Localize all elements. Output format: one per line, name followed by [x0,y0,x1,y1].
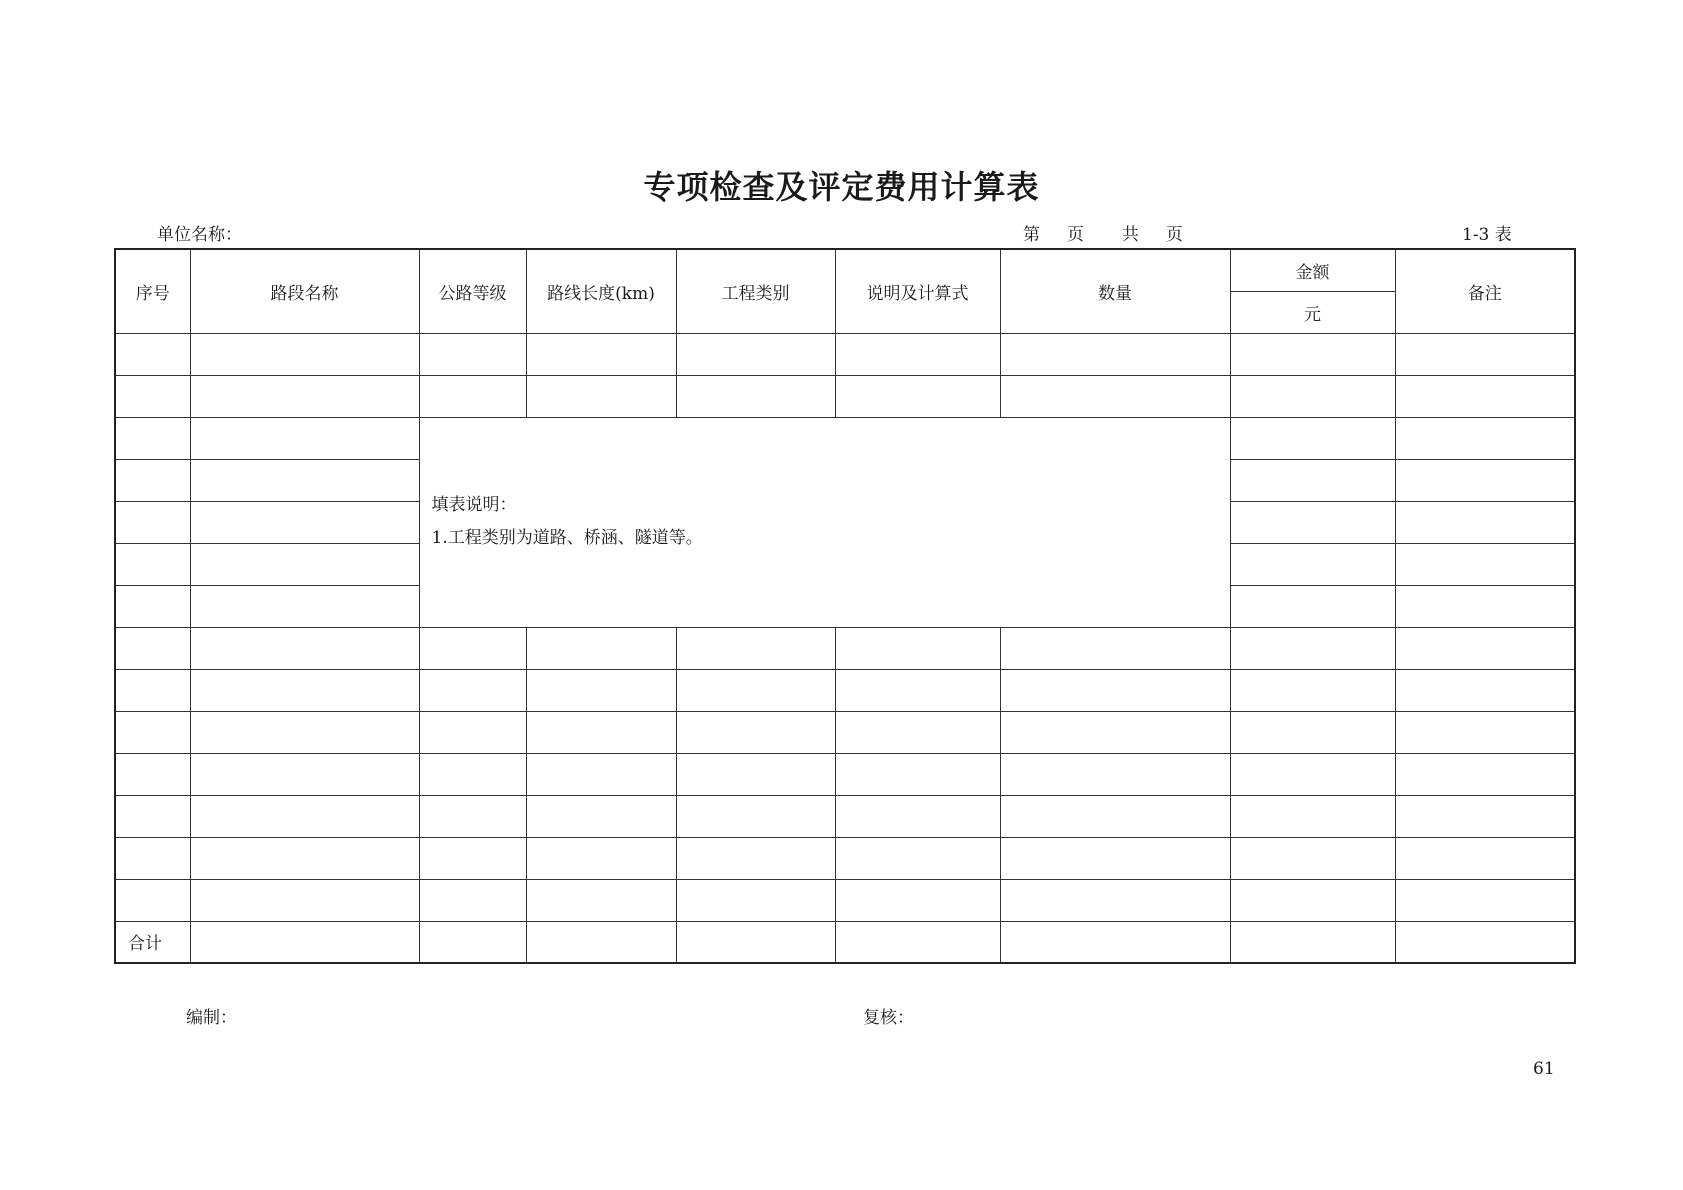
cell [115,879,190,921]
cell [1000,627,1230,669]
cell [1395,837,1575,879]
cell [676,795,835,837]
reviewer-label: 复核： [863,1008,914,1028]
cell [1230,459,1395,501]
cell [419,333,526,375]
cell [1000,837,1230,879]
cell [1395,669,1575,711]
cell [190,711,419,753]
cell [190,921,419,963]
cell [419,795,526,837]
cell [526,795,676,837]
cell [115,501,190,543]
cell [190,501,419,543]
table-row [115,711,1575,753]
table-row [115,375,1575,417]
cell [115,627,190,669]
cell [526,333,676,375]
cell [1395,795,1575,837]
cell [1000,921,1230,963]
cell [1000,669,1230,711]
cell [1395,753,1575,795]
cell [526,753,676,795]
cell [190,585,419,627]
editor-label: 编制： [186,1008,237,1028]
header-seq: 序号 [115,249,190,333]
cell [190,753,419,795]
cell [1395,921,1575,963]
cell [676,879,835,921]
cell [1000,375,1230,417]
cell [1395,711,1575,753]
instructions-title: 填表说明： [431,495,517,515]
cell [115,333,190,375]
cell [676,375,835,417]
cell [419,711,526,753]
cell [526,375,676,417]
page-of-label: 第 [1023,225,1040,245]
cell [1230,585,1395,627]
cell [419,879,526,921]
cell [1395,333,1575,375]
total-of-label: 共 [1121,225,1139,245]
cell [676,753,835,795]
cell [419,921,526,963]
cell [1230,795,1395,837]
cell [190,543,419,585]
cell [419,627,526,669]
header-project-type: 工程类别 [676,249,835,333]
cell [1000,795,1230,837]
header-description: 说明及计算式 [835,249,1000,333]
cell [676,837,835,879]
cell [1230,501,1395,543]
cell [1230,711,1395,753]
cell [115,459,190,501]
cell [1230,669,1395,711]
cell [115,711,190,753]
cell [190,333,419,375]
cell [1230,375,1395,417]
cell [676,627,835,669]
cell [835,627,1000,669]
header-amount: 金额 [1230,249,1395,291]
cell [190,837,419,879]
cell [835,375,1000,417]
header-section-name: 路段名称 [190,249,419,333]
cell [115,753,190,795]
page-number: 61 [1533,1059,1555,1079]
table-header-row [115,249,1575,291]
cell [1230,837,1395,879]
cell [1395,627,1575,669]
cell [1230,333,1395,375]
table-row [115,879,1575,921]
cell [835,711,1000,753]
cell [526,921,676,963]
cell [190,795,419,837]
cell [526,879,676,921]
cell [1230,753,1395,795]
total-row [115,921,1575,963]
cell [526,669,676,711]
table-row [115,417,1575,459]
cell [1395,375,1575,417]
filling-instructions [419,417,1230,627]
total-unit-label: 页 [1165,225,1183,245]
cell [419,837,526,879]
cell [190,459,419,501]
total-label: 合计 [115,921,190,963]
cell [1395,879,1575,921]
cell [419,669,526,711]
page-indicator [1023,220,1183,245]
cost-table [114,248,1576,964]
cell [835,669,1000,711]
table-row [115,795,1575,837]
cell [1230,921,1395,963]
cell [835,753,1000,795]
cell [419,753,526,795]
cell [1000,879,1230,921]
cell [835,879,1000,921]
cell [1395,585,1575,627]
cell [526,837,676,879]
cell [190,375,419,417]
header-road-grade: 公路等级 [419,249,526,333]
cell [115,543,190,585]
cell [1230,879,1395,921]
cell [1395,543,1575,585]
cell [190,627,419,669]
document-title: 专项检查及评定费用计算表 [643,168,1040,206]
cell [835,837,1000,879]
header-route-length: 路线长度(km) [526,249,676,333]
unit-name-label: 单位名称： [157,225,242,245]
instructions-line-1: 1.工程类别为道路、桥涵、隧道等。 [431,528,703,548]
table-row [115,669,1575,711]
cell [676,669,835,711]
cell [1000,711,1230,753]
cell [835,333,1000,375]
cell [115,795,190,837]
cell [676,711,835,753]
cell [1230,417,1395,459]
cell [676,921,835,963]
header-quantity: 数量 [1000,249,1230,333]
cell [1395,417,1575,459]
cell [190,879,419,921]
table-row [115,627,1575,669]
cell [115,837,190,879]
cell [526,711,676,753]
cell [419,375,526,417]
cell [115,585,190,627]
table-row [115,753,1575,795]
cell [1000,753,1230,795]
header-amount-unit: 元 [1230,291,1395,333]
cell [1395,459,1575,501]
table-row [115,837,1575,879]
cell [115,669,190,711]
page-unit-label: 页 [1067,225,1085,245]
table-row [115,333,1575,375]
cell [1395,501,1575,543]
form-code: 1-3 表 [1462,225,1512,245]
cell [115,375,190,417]
cell [190,417,419,459]
cell [1230,627,1395,669]
cell [190,669,419,711]
cell [676,333,835,375]
cell [835,921,1000,963]
cell [835,795,1000,837]
cell [526,627,676,669]
cell [115,417,190,459]
header-remarks: 备注 [1395,249,1575,333]
cell [1000,333,1230,375]
cell [1230,543,1395,585]
